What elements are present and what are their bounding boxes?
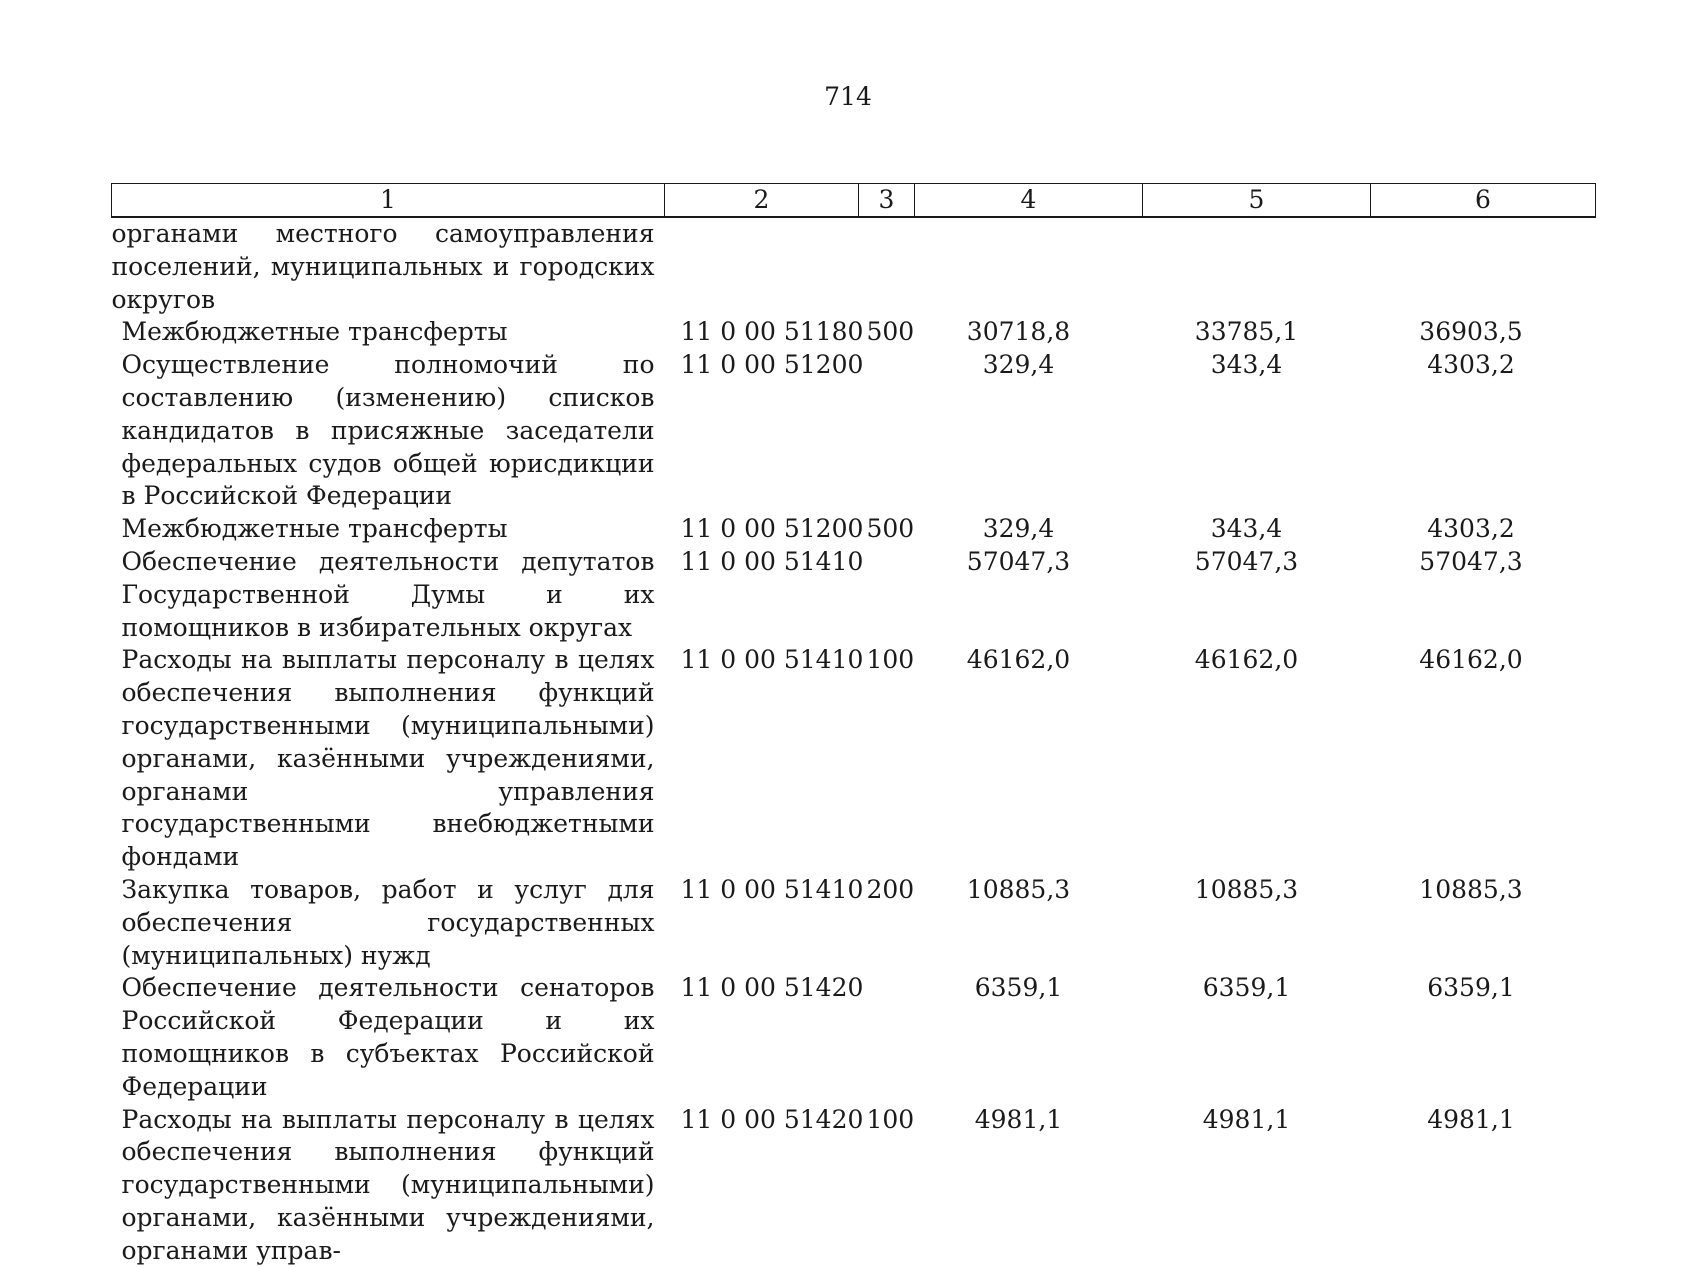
row-code: 11 0 00 51410 bbox=[680, 546, 864, 576]
row-name: Обеспечение деятельности депутатов Государственной Думы и их помощников в избирательных округах bbox=[121, 546, 655, 642]
row-vr bbox=[859, 349, 915, 513]
header-col-6: 6 bbox=[1371, 184, 1596, 218]
table-row bbox=[112, 972, 1596, 1103]
row-code: 11 0 00 51420 bbox=[680, 1104, 864, 1134]
row-name: Межбюджетные трансферты bbox=[121, 514, 508, 544]
table-row bbox=[112, 349, 1596, 513]
header-row bbox=[112, 184, 1596, 218]
table-row bbox=[112, 1104, 1596, 1268]
row-code: 11 0 00 51200 bbox=[680, 350, 864, 380]
page-number: 714 bbox=[824, 82, 872, 111]
row-value-5: 6359,1 bbox=[1202, 973, 1291, 1003]
row-value-6: 57047,3 bbox=[1419, 546, 1523, 576]
row-value-5: 33785,1 bbox=[1194, 317, 1299, 347]
row-value-4 bbox=[915, 217, 1143, 316]
row-vr bbox=[859, 217, 915, 316]
row-name: Обеспечение деятельности сенаторов Российской Федерации и их помощников в субъектах Российской Федерации bbox=[121, 973, 655, 1101]
table-row bbox=[112, 316, 1596, 349]
row-value-6: 4303,2 bbox=[1427, 514, 1515, 544]
row-value-4: 329,4 bbox=[982, 350, 1055, 380]
row-value-6: 4303,2 bbox=[1427, 350, 1515, 380]
table-row bbox=[112, 513, 1596, 546]
row-value-4: 329,4 bbox=[982, 514, 1055, 544]
row-value-4: 30718,8 bbox=[966, 317, 1071, 347]
row-name: Закупка товаров, работ и услуг для обеспечения государственных (муниципальных) нужд bbox=[121, 874, 655, 970]
row-vr: 500 bbox=[866, 317, 915, 347]
table-row bbox=[112, 874, 1596, 972]
row-value-5: 4981,1 bbox=[1202, 1104, 1291, 1134]
header-col-4: 4 bbox=[915, 184, 1143, 218]
row-value-6: 10885,3 bbox=[1419, 874, 1523, 904]
header-col-1: 1 bbox=[112, 184, 665, 218]
table-row bbox=[112, 217, 1596, 316]
header-col-5: 5 bbox=[1143, 184, 1371, 218]
header-col-3: 3 bbox=[859, 184, 915, 218]
row-code: 11 0 00 51410 bbox=[680, 874, 864, 904]
row-code: 11 0 00 51200 bbox=[680, 514, 864, 544]
table-body bbox=[112, 217, 1596, 1268]
row-value-4: 46162,0 bbox=[966, 645, 1071, 675]
row-vr: 500 bbox=[866, 514, 915, 544]
row-value-5: 10885,3 bbox=[1194, 874, 1299, 904]
header-col-2: 2 bbox=[665, 184, 859, 218]
budget-table-container bbox=[111, 183, 1595, 1268]
row-value-5: 57047,3 bbox=[1194, 546, 1299, 576]
row-value-4: 6359,1 bbox=[974, 973, 1063, 1003]
row-value-5 bbox=[1143, 217, 1371, 316]
table-header bbox=[112, 184, 1596, 218]
budget-table bbox=[111, 183, 1596, 1268]
table-row bbox=[112, 546, 1596, 644]
row-value-4: 57047,3 bbox=[966, 546, 1071, 576]
row-value-4: 4981,1 bbox=[974, 1104, 1063, 1134]
row-value-5: 343,4 bbox=[1210, 350, 1283, 380]
row-name: органами местного самоуправления поселений, муниципальных и городских округов bbox=[111, 219, 655, 314]
row-code: 11 0 00 51420 bbox=[680, 973, 864, 1003]
row-name: Межбюджетные трансферты bbox=[121, 317, 508, 347]
row-vr: 100 bbox=[866, 1104, 915, 1134]
row-vr bbox=[859, 546, 915, 644]
row-value-6: 4981,1 bbox=[1427, 1104, 1515, 1134]
row-name: Расходы на выплаты персоналу в целях обеспечения выполнения функций государственными (муниципальными) органами, казёнными учреждениями, органами управления государственными внебюджетными фондами bbox=[121, 645, 655, 872]
row-name: Осуществление полномочий по составлению (изменению) списков кандидатов в присяжные заседатели федеральных судов общей юрисдикции в Российской Федерации bbox=[121, 350, 655, 511]
table-row bbox=[112, 644, 1596, 874]
row-vr: 200 bbox=[866, 874, 915, 904]
row-code: 11 0 00 51410 bbox=[680, 645, 864, 675]
row-code bbox=[665, 217, 859, 316]
row-value-5: 343,4 bbox=[1210, 514, 1283, 544]
row-vr bbox=[859, 972, 915, 1103]
row-value-4: 10885,3 bbox=[966, 874, 1071, 904]
row-value-6: 46162,0 bbox=[1419, 645, 1523, 675]
row-value-6: 36903,5 bbox=[1419, 317, 1523, 347]
row-value-6 bbox=[1371, 217, 1596, 316]
row-code: 11 0 00 51180 bbox=[680, 317, 864, 347]
row-name: Расходы на выплаты персоналу в целях обеспечения выполнения функций государственными (муниципальными) органами, казёнными учреждениями, органами управ- bbox=[121, 1104, 655, 1265]
row-value-6: 6359,1 bbox=[1427, 973, 1515, 1003]
row-value-5: 46162,0 bbox=[1194, 645, 1299, 675]
row-vr: 100 bbox=[866, 645, 915, 675]
